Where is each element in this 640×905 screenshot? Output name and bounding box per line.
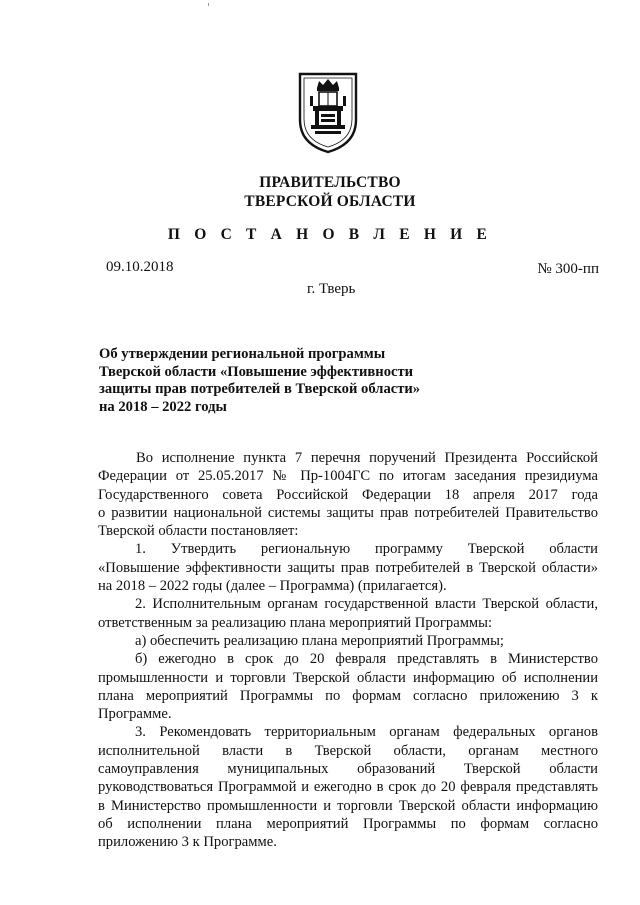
scan-speck [208,3,209,6]
body-line: самоуправления муниципальных образований Тверской области [98,761,598,778]
body-line: об исполнении плана мероприятий Программы по формам согласно [98,815,598,832]
subject-line: Тверской области «Повышение эффективности [99,363,414,380]
body-line: о развитии национальной системы защиты прав потребителей Правительство [98,504,598,521]
body-line: Государственного совета Российской Федерации 18 апреля 2017 года [98,486,598,503]
body-line: а) обеспечить реализацию плана мероприятий Программы; [135,632,504,649]
document-type: П О С Т А Н О В Л Е Н И Е [167,226,493,243]
document-body [98,449,598,852]
government-region: ТВЕРСКОЙ ОБЛАСТИ [244,193,416,210]
document-date: 09.10.2018 [106,259,174,275]
government-title: ПРАВИТЕЛЬСТВО [259,174,401,191]
body-line: 1. Утвердить региональную программу Тверской области [135,541,598,558]
body-line: на 2018 – 2022 годы (далее – Программа) (прилагается). [98,578,447,595]
subject-line: на 2018 – 2022 годы [99,398,227,415]
subject-line: Об утверждении региональной программы [99,346,386,362]
document-city: г. Тверь [307,281,356,297]
body-line: Во исполнение пункта 7 перечня поручений Президента Российской [136,450,598,466]
body-line: б) ежегодно в срок до 20 февраля представлять в Министерство [135,651,598,668]
body-line: промышленности и торговли Тверской области информацию об исполнении [98,669,598,686]
body-line: руководствоваться Программой и ежегодно в срок до 20 февраля представлять [98,779,598,796]
body-line: Тверской области постановляет: [98,523,299,540]
document-number: № 300-пп [537,261,599,277]
body-line: исполнительной власти в Тверской области, органам местного [98,742,598,759]
document-subject [99,346,429,416]
body-line: 3. Рекомендовать территориальным органам федеральных органов [135,724,598,741]
subject-line: защиты прав потребителей в Тверской области» [99,381,421,398]
tver-coat-of-arms-icon [297,68,359,154]
body-line: плана мероприятий Программы по формам согласно приложению 3 к [98,687,598,704]
body-line: в Министерство промышленности и торговли Тверской области информацию [98,797,598,814]
body-line: «Повышение эффективности защиты прав потребителей в Тверской области» [98,559,598,576]
body-line: ответственным за реализацию плана мероприятий Программы: [98,614,493,631]
body-line: приложению 3 к Программе. [98,834,277,851]
body-line: Программе. [98,706,172,723]
body-line: Федерации от 25.05.2017 № Пр-1004ГС по итогам заседания президиума [98,468,598,485]
body-line: 2. Исполнительным органам государственной власти Тверской области, [135,596,598,613]
